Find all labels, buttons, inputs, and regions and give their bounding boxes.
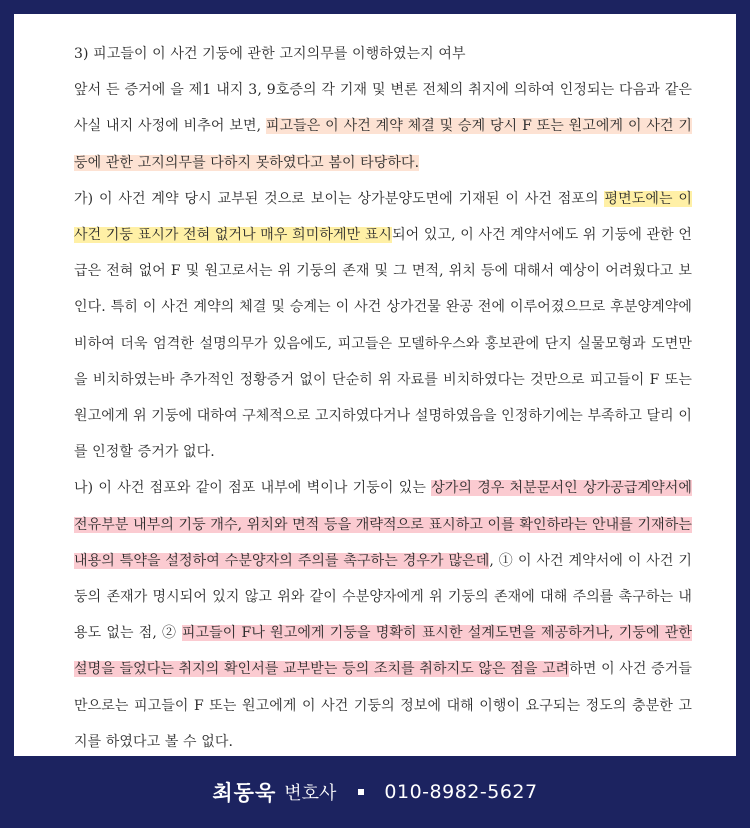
document-body	[74, 36, 692, 760]
phone-number: 010-8982-5627	[384, 781, 538, 803]
paragraph-text: 하면 이 사건 증거들만으로는 피고들이 F 또는 원고에게 이 사건 기둥의 정보에 대해 이행이 요구되는 정도의 충분한 고지를 하였다고 볼 수 없다.	[74, 661, 692, 750]
highlight-yellow: 평면도에는 이 사건 기둥 표시가 전혀 없거나 매우 희미하게만 표시	[74, 190, 692, 244]
paragraph-text: 나) 이 사건 점포와 같이 점포 내부에 벽이나 기둥이 있는	[74, 480, 432, 497]
highlight-pink: 상가의 경우 처분문서인 상가공급계약서에 전유부분 내부의 기둥 개수, 위치와 면적 등을 개략적으로 표시하고 이를 확인하라는 안내를 기재하는 내용의 특약을 설정하여 수분양자의 주의를 촉구하는 경우가 많은데	[74, 480, 692, 569]
highlight-orange: 피고들은 이 사건 계약 체결 및 승계 당시 F 또는 원고에게 이 사건 기둥에 관한 고지의무를 다하지 못하였다고 봄이 타당하다.	[74, 118, 692, 171]
section-heading: 3) 피고들이 이 사건 기둥에 관한 고지의무를 이행하였는지 여부	[74, 46, 466, 62]
paragraph-text: 되어 있고, 이 사건 계약서에도 위 기둥에 관한 언급은 전혀 없어 F 및 원고로서는 위 기둥의 존재 및 그 면적, 위치 등에 대해서 예상이 어려웠다고 보인다. 특히 이 사건 계약의 체결 및 승계는 이 사건 상가건물 완공 전에 이루어졌으므로 후분양계약에 비하여 더욱 엄격한 설명의무가 있음에도, 피고들은 모델하우스와 홍보관에 단지 실물모형과 도면만을 비치하였는바 추가적인 정황증거 없이 단순히 위 자료를 비치하였다는 것만으로 피고들이 F 또는 원고에게 위 기둥에 대하여 구체적으로 고지하였다거나 설명하였음을 인정하기에는 부족하고 달리 이를 인정할 증거가 없다.	[74, 227, 692, 461]
paragraph-text: , ① 이 사건 계약서에 이 사건 기둥의 존재가 명시되어 있지 않고 위와 같이 수분양자에게 위 기둥의 존재에 대해 주의를 촉구하는 내용도 없는 점, ②	[74, 552, 692, 642]
document-page	[14, 14, 736, 756]
separator-dot-icon	[358, 789, 364, 795]
lawyer-name: 최동욱	[212, 781, 277, 805]
lawyer-title: 변호사	[284, 783, 337, 804]
footer-banner	[0, 756, 750, 828]
paragraph-text: 앞서 든 증거에 을 제1 내지 3, 9호증의 각 기재 및 변론 전체의 취지에 의하여 인정되는 다음과 같은 사실 내지 사정에 비추어 보면,	[74, 82, 692, 135]
paragraph-ga	[74, 181, 692, 471]
paragraph-intro	[74, 72, 692, 181]
paragraph-text: 가) 이 사건 계약 당시 교부된 것으로 보이는 상가분양도면에 기재된 이 사건 점포의	[74, 190, 605, 207]
highlight-pink: 피고들이 F나 원고에게 기둥을 명확히 표시한 설계도면을 제공하거나, 기둥에 관한 설명을 들었다는 취지의 확인서를 교부받는 등의 조치를 취하지도 않은 점을 고려	[74, 625, 692, 678]
paragraph-na	[74, 470, 692, 760]
